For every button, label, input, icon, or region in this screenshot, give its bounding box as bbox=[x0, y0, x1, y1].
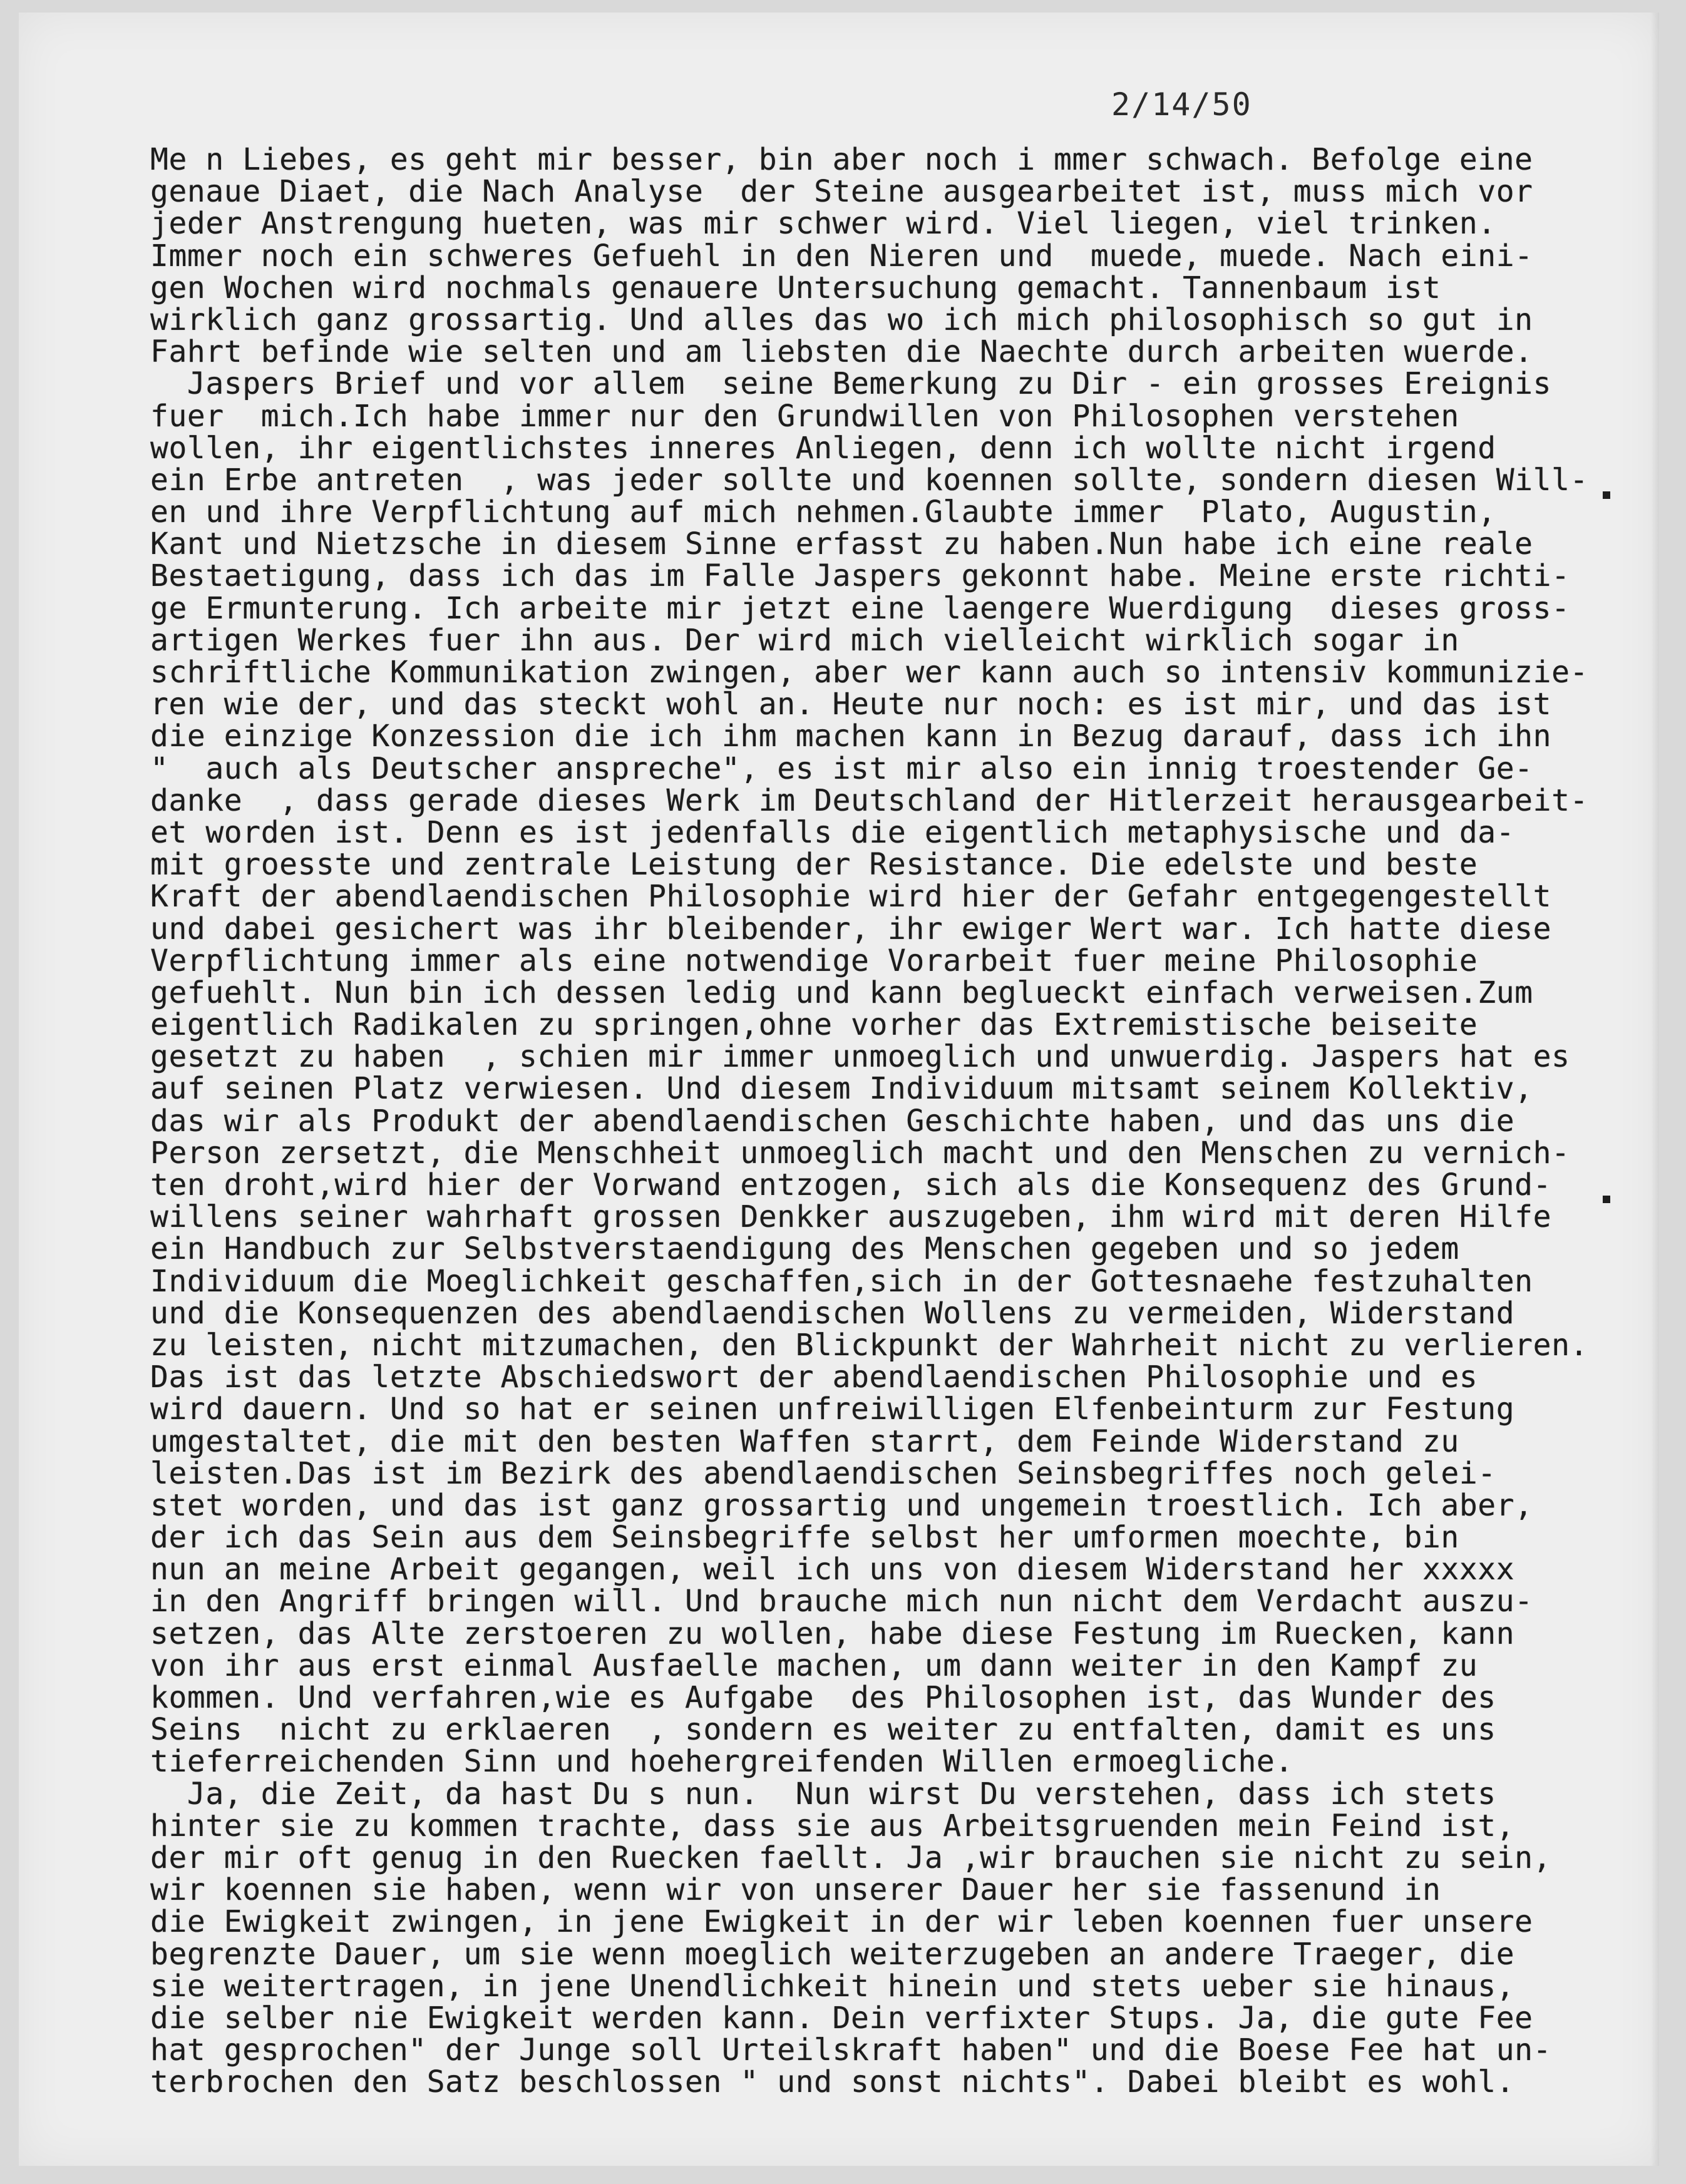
letter-line: Verpflichtung immer als eine notwendige Vorarbeit fuer meine Philosophie bbox=[150, 943, 1478, 978]
letter-line: schriftliche Kommunikation zwingen, aber wer kann auch so intensiv kommunizie- bbox=[150, 655, 1588, 690]
letter-line: sie weitertragen, in jene Unendlichkeit hinein und stets ueber sie hinaus, bbox=[150, 1968, 1515, 2004]
letter-page bbox=[19, 13, 1659, 2166]
letter-line: das wir als Produkt der abendlaendischen Geschichte haben, und das uns die bbox=[150, 1103, 1515, 1139]
letter-line: Kraft der abendlaendischen Philosophie wird hier der Gefahr entgegengestellt bbox=[150, 879, 1552, 915]
edge-mark bbox=[1603, 1196, 1610, 1203]
letter-line: Individuum die Moeglichkeit geschaffen,sich in der Gottesnaehe festzuhalten bbox=[150, 1263, 1533, 1299]
letter-line: genaue Diaet, die Nach Analyse der Steine ausgearbeitet ist, muss mich vor bbox=[150, 174, 1533, 210]
letter-line: Immer noch ein schweres Gefuehl in den Nieren und muede, muede. Nach eini- bbox=[150, 238, 1533, 274]
letter-line: ren wie der, und das steckt wohl an. Heute nur noch: es ist mir, und das ist bbox=[150, 687, 1552, 722]
letter-line: danke , dass gerade dieses Werk im Deutschland der Hitlerzeit herausgearbeit- bbox=[150, 782, 1588, 818]
letter-line: der ich das Sein aus dem Seinsbegriffe selbst her umformen moechte, bin bbox=[150, 1520, 1459, 1556]
letter-line: wir koennen sie haben, wenn wir von unserer Dauer her sie fassenund in bbox=[150, 1872, 1441, 1908]
letter-line: Ja, die Zeit, da hast Du s nun. Nun wirst Du verstehen, dass ich stets bbox=[150, 1776, 1496, 1812]
edge-mark bbox=[1603, 491, 1610, 499]
letter-line: et worden ist. Denn es ist jedenfalls die eigentlich metaphysische und da- bbox=[150, 814, 1515, 850]
letter-date: 2/14/50 bbox=[1111, 86, 1252, 123]
letter-line: kommen. Und verfahren,wie es Aufgabe des Philosophen ist, das Wunder des bbox=[150, 1680, 1496, 1715]
letter-line: und dabei gesichert was ihr bleibender, ihr ewiger Wert war. Ich hatte diese bbox=[150, 911, 1552, 946]
letter-line: wollen, ihr eigentlichstes inneres Anliegen, denn ich wollte nicht irgend bbox=[150, 430, 1496, 466]
letter-line: umgestaltet, die mit den besten Waffen starrt, dem Feinde Widerstand zu bbox=[150, 1423, 1459, 1459]
letter-line: Kant und Nietzsche in diesem Sinne erfasst zu haben.Nun habe ich eine reale bbox=[150, 526, 1533, 562]
letter-line: hat gesprochen" der Junge soll Urteilskraft haben" und die Boese Fee hat un- bbox=[150, 2033, 1552, 2068]
letter-line: auf seinen Platz verwiesen. Und diesem Individuum mitsamt seinem Kollektiv, bbox=[150, 1071, 1533, 1107]
letter-line: mit groesste und zentrale Leistung der Resistance. Die edelste und beste bbox=[150, 847, 1478, 883]
letter-line: Jaspers Brief und vor allem seine Bemerkung zu Dir - ein grosses Ereignis bbox=[150, 366, 1552, 402]
letter-line: willens seiner wahrhaft grossen Denkker auszugeben, ihm wird mit deren Hilfe bbox=[150, 1199, 1552, 1235]
letter-line: ein Handbuch zur Selbstverstaendigung des Menschen gegeben und so jedem bbox=[150, 1231, 1459, 1267]
letter-line: die selber nie Ewigkeit werden kann. Dein verfixter Stups. Ja, die gute Fee bbox=[150, 2000, 1533, 2036]
letter-line: hinter sie zu kommen trachte, dass sie aus Arbeitsgruenden mein Feind ist, bbox=[150, 1808, 1515, 1843]
letter-line: Me n Liebes, es geht mir besser, bin aber noch i mmer schwach. Befolge eine bbox=[150, 142, 1533, 177]
letter-line: eigentlich Radikalen zu springen,ohne vorher das Extremistische beiseite bbox=[150, 1007, 1478, 1043]
letter-line: gefuehlt. Nun bin ich dessen ledig und kann beglueckt einfach verweisen.Zum bbox=[150, 975, 1533, 1010]
letter-line: setzen, das Alte zerstoeren zu wollen, habe diese Festung im Ruecken, kann bbox=[150, 1616, 1515, 1651]
letter-line: der mir oft genug in den Ruecken faellt. Ja ,wir brauchen sie nicht zu sein, bbox=[150, 1840, 1552, 1875]
letter-line: terbrochen den Satz beschlossen " und sonst nichts". Dabei bleibt es wohl. bbox=[150, 2064, 1515, 2100]
letter-line: ein Erbe antreten , was jeder sollte und koennen sollte, sondern diesen Will- bbox=[150, 462, 1588, 498]
letter-line: tieferreichenden Sinn und hoehergreifenden Willen ermoegliche. bbox=[150, 1744, 1293, 1780]
letter-line: ten droht,wird hier der Vorwand entzogen, sich als die Konsequenz des Grund- bbox=[150, 1167, 1552, 1202]
letter-line: von ihr aus erst einmal Ausfaelle machen, um dann weiter in den Kampf zu bbox=[150, 1648, 1478, 1683]
letter-line: artigen Werkes fuer ihn aus. Der wird mich vielleicht wirklich sogar in bbox=[150, 622, 1459, 658]
letter-line: die Ewigkeit zwingen, in jene Ewigkeit in der wir leben koennen fuer unsere bbox=[150, 1904, 1533, 1940]
letter-line: Person zersetzt, die Menschheit unmoeglich macht und den Menschen zu vernich- bbox=[150, 1135, 1570, 1171]
letter-line: gen Wochen wird nochmals genauere Untersuchung gemacht. Tannenbaum ist bbox=[150, 270, 1441, 305]
letter-line: in den Angriff bringen will. Und brauche mich nun nicht dem Verdacht auszu- bbox=[150, 1584, 1533, 1619]
letter-line: Seins nicht zu erklaeren , sondern es weiter zu entfalten, damit es uns bbox=[150, 1712, 1496, 1748]
letter-line: " auch als Deutscher anspreche", es ist mir also ein innig troestender Ge- bbox=[150, 751, 1533, 786]
letter-line: en und ihre Verpflichtung auf mich nehmen.Glaubte immer Plato, Augustin, bbox=[150, 495, 1496, 530]
letter-line: nun an meine Arbeit gegangen, weil ich uns von diesem Widerstand her xxxxx bbox=[150, 1552, 1515, 1587]
letter-body bbox=[150, 144, 1665, 2098]
letter-line: begrenzte Dauer, um sie wenn moeglich weiterzugeben an andere Traeger, die bbox=[150, 1936, 1515, 1972]
letter-line: Bestaetigung, dass ich das im Falle Jaspers gekonnt habe. Meine erste richti- bbox=[150, 558, 1570, 594]
letter-line: ge Ermunterung. Ich arbeite mir jetzt eine laengere Wuerdigung dieses gross- bbox=[150, 590, 1570, 626]
letter-line: und die Konsequenzen des abendlaendischen Wollens zu vermeiden, Widerstand bbox=[150, 1295, 1515, 1331]
letter-line: stet worden, und das ist ganz grossartig und ungemein troestlich. Ich aber, bbox=[150, 1487, 1533, 1523]
letter-line: wird dauern. Und so hat er seinen unfreiwilligen Elfenbeinturm zur Festung bbox=[150, 1392, 1515, 1427]
letter-line: leisten.Das ist im Bezirk des abendlaendischen Seinsbegriffes noch gelei- bbox=[150, 1455, 1496, 1491]
letter-line: Das ist das letzte Abschiedswort der abendlaendischen Philosophie und es bbox=[150, 1360, 1478, 1395]
letter-line: jeder Anstrengung hueten, was mir schwer wird. Viel liegen, viel trinken. bbox=[150, 206, 1496, 242]
letter-line: wirklich ganz grossartig. Und alles das wo ich mich philosophisch so gut in bbox=[150, 302, 1533, 337]
letter-line: fuer mich.Ich habe immer nur den Grundwillen von Philosophen verstehen bbox=[150, 398, 1459, 434]
letter-line: gesetzt zu haben , schien mir immer unmoeglich und unwuerdig. Jaspers hat es bbox=[150, 1039, 1570, 1075]
letter-line: die einzige Konzession die ich ihm machen kann in Bezug darauf, dass ich ihn bbox=[150, 719, 1552, 754]
letter-line: zu leisten, nicht mitzumachen, den Blickpunkt der Wahrheit nicht zu verlieren. bbox=[150, 1327, 1588, 1363]
letter-line: Fahrt befinde wie selten und am liebsten die Naechte durch arbeiten wuerde. bbox=[150, 334, 1533, 370]
